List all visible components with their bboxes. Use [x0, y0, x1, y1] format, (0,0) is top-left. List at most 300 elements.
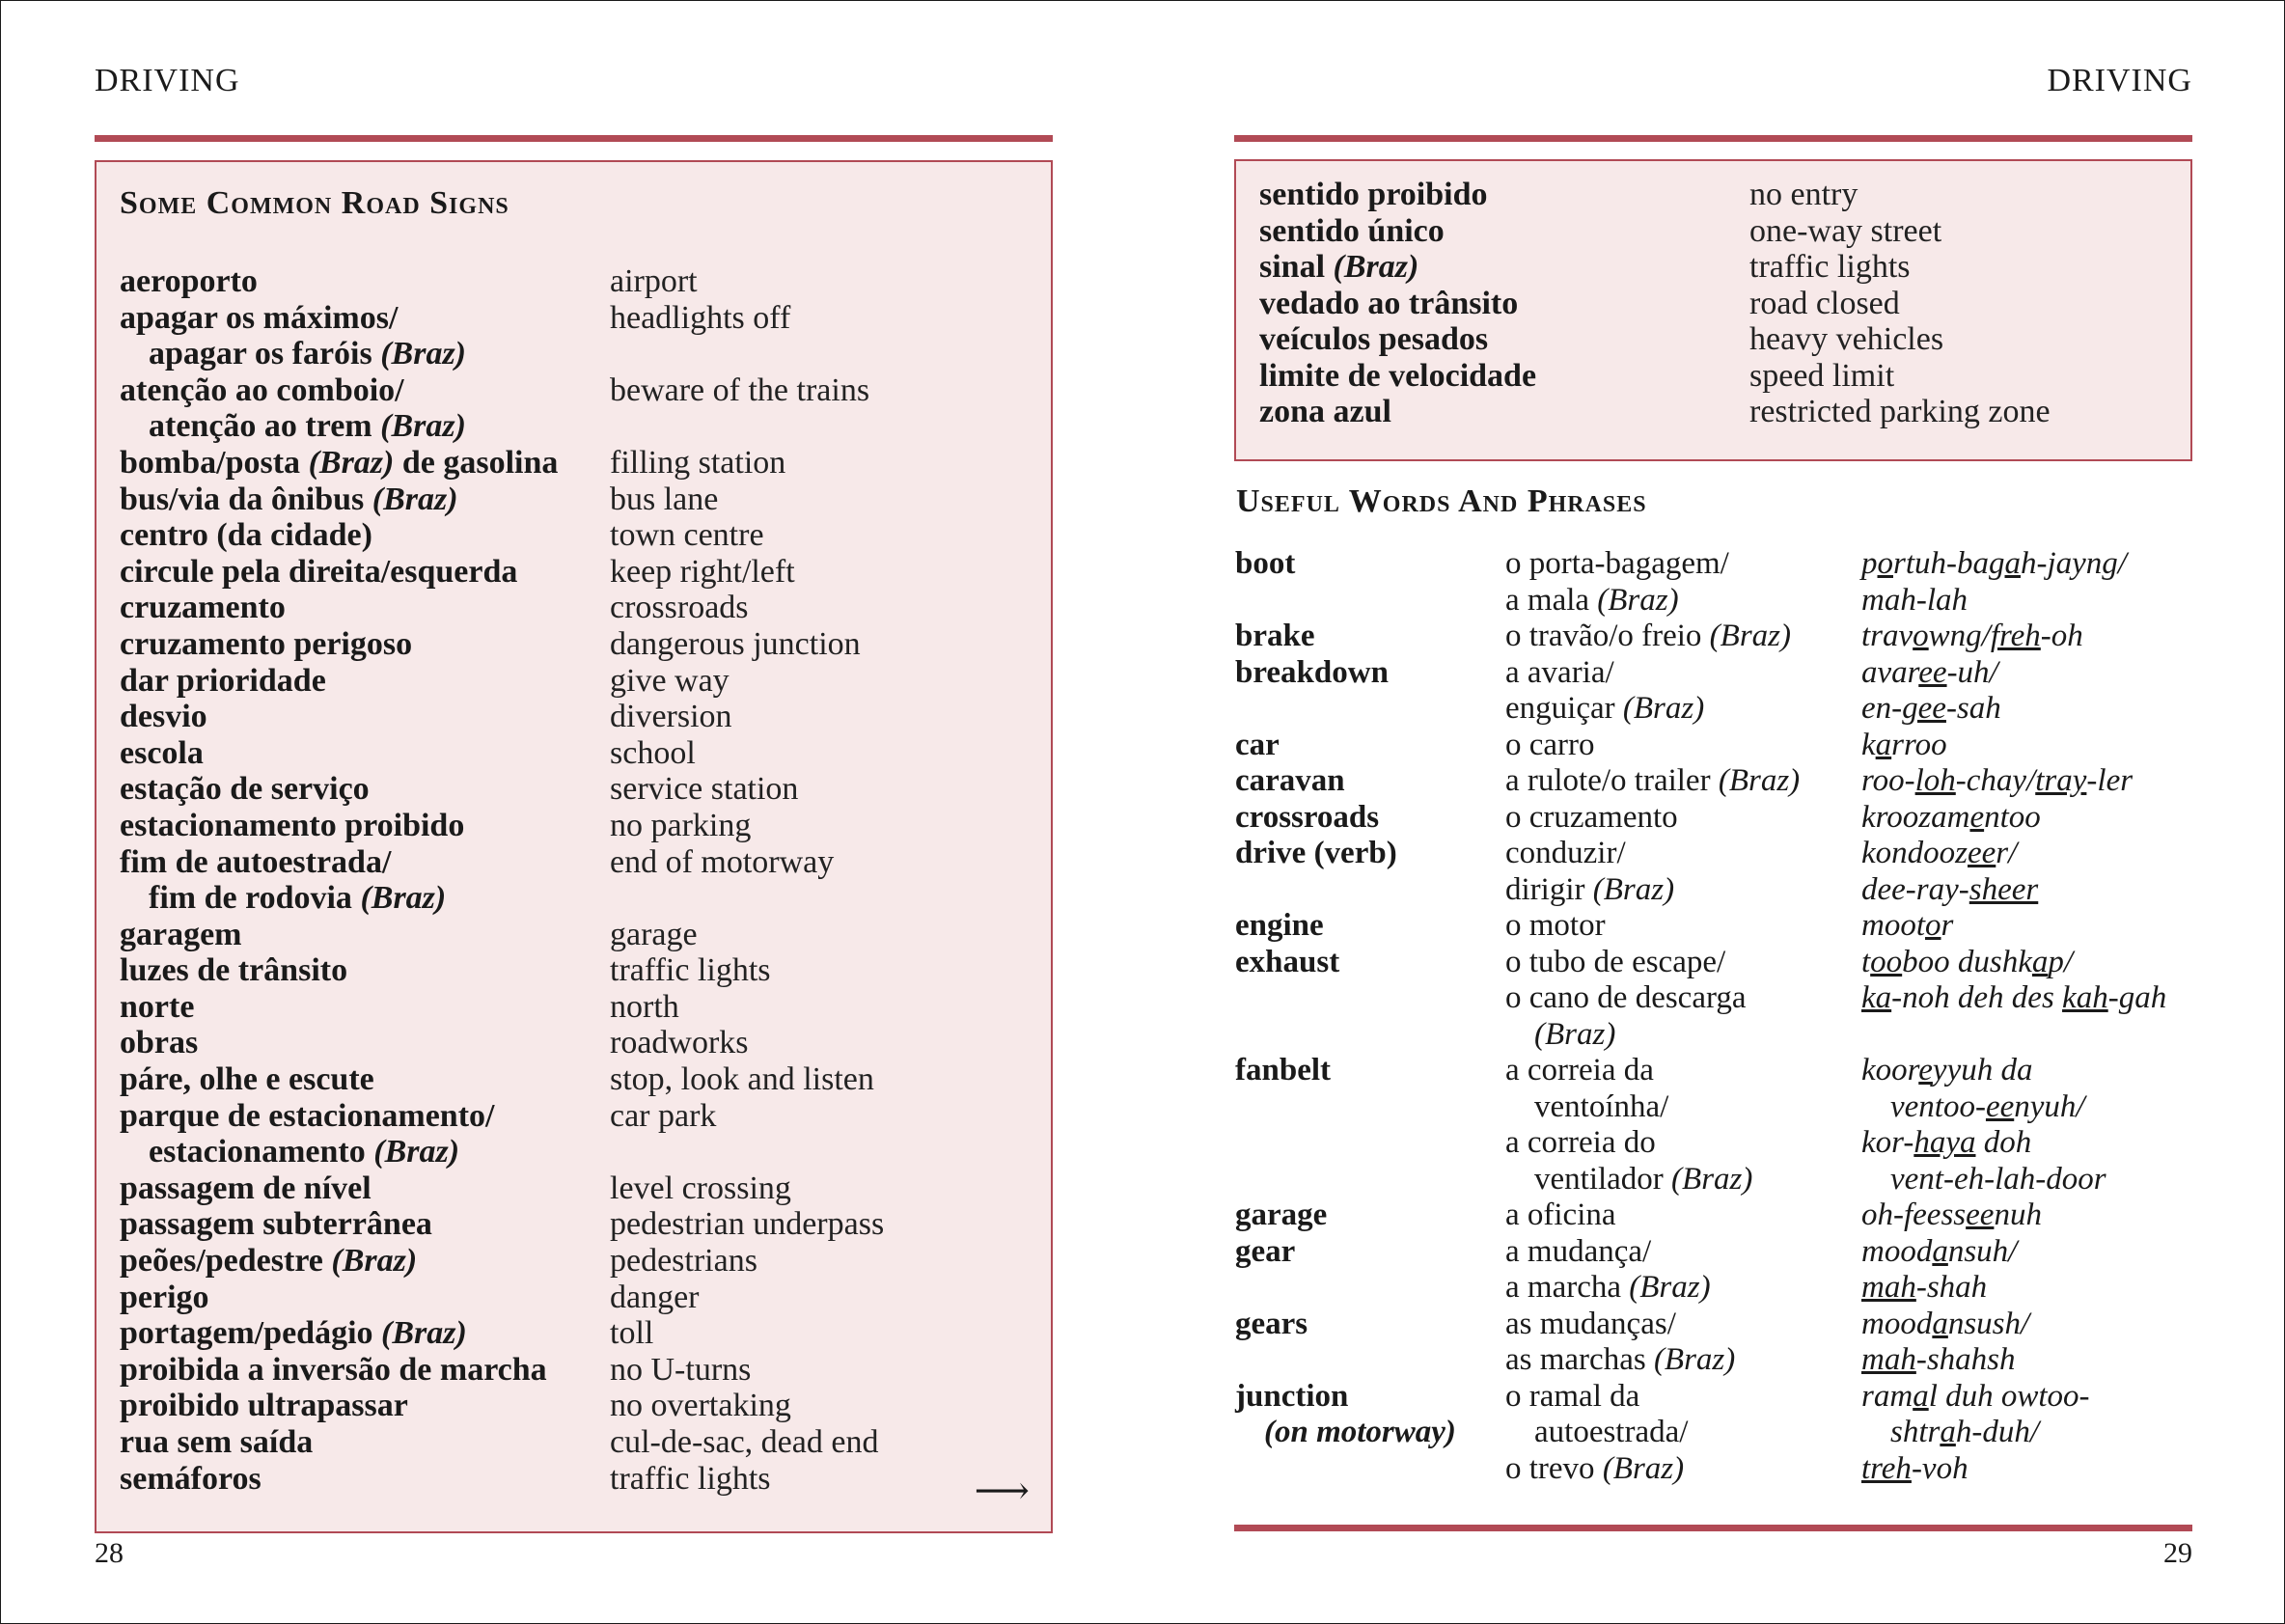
braz-note: (Braz): [360, 880, 447, 917]
text-line: [120, 699, 610, 735]
phrase-row: [1235, 1379, 2192, 1488]
text-line: [1505, 836, 1861, 872]
text-run: gear: [1235, 1233, 1296, 1269]
text-line: [1259, 358, 1749, 395]
english-meaning: traffic lights: [610, 1460, 771, 1497]
sign-row: [120, 1280, 1036, 1316]
english-meaning: diversion: [610, 699, 732, 735]
pronunciation: [1861, 655, 2001, 728]
text-run: centro (da cidade): [120, 517, 372, 554]
text-line: [120, 989, 610, 1026]
text-run: proibido ultrapassar: [120, 1388, 408, 1424]
text-line: [120, 771, 610, 808]
phrase-row: [1235, 800, 2192, 837]
sign-row: [120, 989, 1036, 1026]
text-run: a mudança/: [1505, 1233, 1652, 1269]
portuguese-sign: [120, 263, 610, 300]
text-line: [1861, 728, 1947, 764]
braz-note: (Braz): [1718, 763, 1801, 798]
stressed-syllable: ee: [1918, 654, 1947, 690]
portuguese-sign: [120, 1280, 610, 1316]
sign-row: [120, 952, 1036, 989]
portuguese-sign: [120, 372, 610, 445]
pronunciation: [1861, 908, 1953, 945]
text-line: [120, 300, 610, 337]
text-run: fim de autoestrada/: [120, 843, 392, 880]
portuguese-sign: [120, 1424, 610, 1461]
portuguese-term: [1505, 1307, 1861, 1379]
braz-note: (Braz): [1709, 619, 1791, 653]
text-line: [1505, 1017, 1861, 1054]
text-run: as mudanças/: [1505, 1306, 1676, 1341]
box-heading: Some Common Road Signs: [120, 185, 509, 221]
text-run: as marchas: [1505, 1342, 1654, 1377]
text-line: [120, 735, 610, 772]
english-meaning: no entry: [1749, 177, 1858, 212]
sign-row: [120, 300, 1036, 372]
sign-row: [120, 808, 1036, 844]
text-line: [1861, 1415, 2090, 1451]
text-run: r: [1941, 908, 1954, 943]
text-run: passagem subterrânea: [120, 1206, 432, 1243]
road-signs-box-continued: [1234, 159, 2192, 461]
text-line: [1235, 945, 1505, 981]
english-meaning: stop, look and listen: [610, 1061, 874, 1098]
text-run: drive (verb): [1235, 836, 1397, 870]
english-meaning: no overtaking: [610, 1388, 791, 1424]
bottom-rule: [1234, 1525, 2192, 1531]
text-line: [1505, 691, 1861, 728]
text-run: sentido proibido: [1259, 177, 1488, 212]
stressed-syllable: sheer: [1968, 871, 2039, 907]
braz-note: (Braz): [1671, 1161, 1753, 1197]
phrase-row: [1235, 655, 2192, 728]
english-meaning: north: [610, 988, 679, 1025]
text-run: estacionamento proibido: [120, 807, 465, 843]
portuguese-sign: [1259, 321, 1749, 358]
text-run: kor-: [1861, 1125, 1914, 1160]
text-line: [1505, 908, 1861, 945]
text-line: [1861, 800, 2041, 837]
text-run: o travão/o freio: [1505, 619, 1710, 653]
text-run: cruzamento perigoso: [120, 625, 413, 662]
text-line: [120, 1170, 610, 1207]
text-run: o ramal da: [1505, 1378, 1640, 1414]
text-run: parque de estacionamento/: [120, 1097, 495, 1134]
text-run: atenção ao trem: [149, 408, 381, 445]
stressed-syllable: a: [1875, 727, 1892, 762]
text-run: cruzamento: [120, 590, 286, 626]
text-line: [1259, 249, 1749, 286]
phrase-row: [1235, 763, 2192, 800]
text-run: koor: [1861, 1053, 1919, 1087]
text-run: -uh/: [1946, 654, 1998, 690]
text-line: [1505, 1270, 1861, 1307]
sign-row: [1259, 394, 2176, 430]
text-line: [1505, 1307, 1861, 1343]
text-line: [120, 626, 610, 663]
text-run: semáforos: [120, 1460, 262, 1497]
english-meaning: level crossing: [610, 1170, 791, 1206]
text-line: [1235, 655, 1505, 692]
left-page: [95, 1, 1053, 1623]
english-meaning: traffic lights: [1749, 249, 1911, 285]
portuguese-sign: [120, 1388, 610, 1424]
portuguese-sign: [120, 1315, 610, 1352]
english-term: [1235, 800, 1505, 837]
text-line: [1505, 1415, 1861, 1451]
portuguese-sign: [120, 1098, 610, 1170]
text-line: [1235, 763, 1505, 800]
sign-row: [1259, 321, 2176, 358]
portuguese-sign: [120, 1352, 610, 1389]
portuguese-sign: [1259, 177, 1749, 213]
text-run: crossroads: [1235, 799, 1380, 835]
english-meaning: roadworks: [610, 1025, 749, 1061]
text-line: [1505, 872, 1861, 909]
english-meaning: no U-turns: [610, 1351, 752, 1388]
text-run: estacionamento: [149, 1134, 374, 1170]
text-run: r/: [1996, 836, 2018, 870]
text-run: o trevo: [1505, 1450, 1603, 1486]
stressed-syllable: mah: [1861, 1342, 1916, 1377]
english-meaning: end of motorway: [610, 843, 835, 880]
text-line: [1505, 1451, 1861, 1488]
english-term: [1235, 1234, 1505, 1307]
running-head: DRIVING: [2047, 63, 2192, 98]
stressed-syllable: loh: [1914, 763, 1956, 798]
text-run: passagem de nível: [120, 1170, 372, 1206]
english-term: [1235, 728, 1505, 764]
text-line: [1861, 1379, 2090, 1416]
portuguese-sign: [120, 1025, 610, 1061]
sign-row: [120, 771, 1036, 808]
text-run: dee-ray-: [1861, 871, 1969, 907]
english-term: [1235, 908, 1505, 945]
text-line: [120, 517, 610, 554]
text-line: [1235, 836, 1505, 872]
text-run: ventoínha/: [1534, 1088, 1669, 1124]
portuguese-term: [1505, 908, 1861, 945]
text-line: [1505, 1379, 1861, 1416]
portuguese-sign: [1259, 286, 1749, 322]
phrase-row: [1235, 1197, 2192, 1234]
sign-row: [120, 263, 1036, 300]
text-run: proibida a inversão de marcha: [120, 1351, 547, 1388]
text-run: ventilador: [1534, 1161, 1672, 1197]
text-run: portagem/pedágio: [120, 1315, 382, 1352]
text-run: apagar os faróis: [149, 336, 381, 372]
text-line: [1235, 619, 1505, 655]
sign-row: [120, 1461, 1036, 1498]
text-line: [1235, 1307, 1505, 1343]
text-run: boot: [1235, 546, 1296, 581]
sign-row: [120, 1206, 1036, 1243]
stressed-syllable: ee: [1966, 1197, 1995, 1232]
text-run: de gasolina: [394, 444, 559, 481]
english-term: [1235, 546, 1505, 619]
english-meaning: one-way street: [1749, 212, 1942, 249]
braz-note: (Braz): [331, 1243, 418, 1280]
text-line: [120, 554, 610, 591]
pronunciation: [1861, 800, 2041, 837]
text-line: [120, 808, 610, 844]
text-run: garagem: [120, 916, 242, 952]
english-term: [1235, 1307, 1505, 1379]
text-run: yyuh da: [1932, 1053, 2033, 1087]
text-line: [1235, 1415, 1505, 1451]
text-line: [120, 1352, 610, 1389]
english-meaning: bus lane: [610, 481, 719, 517]
text-run: rtuh-bag: [1893, 546, 2005, 581]
text-run: vent-eh-lah-door: [1890, 1161, 2106, 1197]
text-line: [1505, 1053, 1861, 1089]
text-run: garage: [1235, 1197, 1328, 1232]
pronunciation: [1861, 1053, 2106, 1197]
phrase-row: [1235, 619, 2192, 655]
road-signs-list: [120, 263, 1036, 1497]
text-line: [1505, 546, 1861, 583]
text-run: brake: [1235, 619, 1315, 653]
phrases-table: [1235, 546, 2192, 1487]
braz-note: (Braz): [381, 1315, 467, 1352]
english-term: [1235, 945, 1505, 1054]
text-line: [120, 1243, 610, 1280]
pronunciation: [1861, 763, 2133, 800]
portuguese-term: [1505, 546, 1861, 619]
text-line: [1861, 836, 2038, 872]
text-run: dirigir: [1505, 871, 1593, 907]
text-run: engine: [1235, 908, 1324, 943]
text-line: [120, 663, 610, 700]
text-run: nuh: [1994, 1197, 2042, 1232]
text-run: atenção ao comboio/: [120, 372, 404, 408]
portuguese-sign: [120, 1170, 610, 1207]
text-line: [1505, 619, 1861, 655]
text-line: [120, 372, 610, 409]
text-line: [1259, 394, 1749, 430]
text-line: [120, 263, 610, 300]
sign-row: [1259, 286, 2176, 322]
text-line: [1259, 286, 1749, 322]
text-run: norte: [120, 988, 195, 1025]
text-run: fanbelt: [1235, 1053, 1331, 1087]
sign-row: [120, 917, 1036, 953]
text-line: [120, 1461, 610, 1498]
text-run: perigo: [120, 1279, 209, 1315]
english-term: [1235, 655, 1505, 728]
phrase-row: [1235, 728, 2192, 764]
portuguese-sign: [120, 517, 610, 554]
phrase-row: [1235, 908, 2192, 945]
text-line: [1861, 1451, 2090, 1488]
text-line: [1861, 980, 2166, 1017]
english-meaning: headlights off: [610, 299, 791, 336]
text-run: wng/: [1928, 619, 1991, 653]
text-run: luzes de trânsito: [120, 952, 348, 989]
pronunciation: [1861, 1197, 2042, 1234]
text-line: [1505, 980, 1861, 1017]
text-run: caravan: [1235, 763, 1345, 798]
text-line: [1861, 1162, 2106, 1198]
text-run: páre, olhe e escute: [120, 1061, 374, 1098]
english-meaning: filling station: [610, 444, 786, 481]
portuguese-sign: [120, 300, 610, 372]
portuguese-term: [1505, 1379, 1861, 1488]
text-run: aeroporto: [120, 263, 258, 299]
continue-arrow-icon: ⟶: [974, 1469, 1030, 1512]
sign-row: [120, 844, 1036, 917]
braz-note: (Braz): [1597, 582, 1679, 618]
text-run: -shahsh: [1915, 1342, 2016, 1377]
english-meaning: no parking: [610, 807, 752, 843]
portuguese-sign: [1259, 394, 1749, 430]
text-line: [1861, 583, 2127, 619]
sign-row: [120, 1388, 1036, 1424]
text-run: a correia da: [1505, 1053, 1654, 1087]
text-run: obras: [120, 1025, 199, 1061]
text-run: autoestrada/: [1534, 1415, 1689, 1449]
text-line: [1259, 177, 1749, 213]
text-run: -sah: [1945, 691, 2001, 726]
text-run: -gah: [2107, 980, 2167, 1015]
sign-row: [120, 554, 1036, 591]
text-run: a correia do: [1505, 1125, 1656, 1160]
portuguese-sign: [120, 1206, 610, 1243]
english-meaning: danger: [610, 1279, 700, 1315]
text-run: gears: [1235, 1306, 1308, 1341]
text-line: [1861, 1270, 2017, 1307]
text-run: veículos pesados: [1259, 321, 1489, 357]
stressed-syllable: e: [1918, 1053, 1933, 1087]
text-run: k: [1861, 727, 1876, 762]
sign-row: [1259, 213, 2176, 250]
phrase-row: [1235, 836, 2192, 908]
english-meaning: crossroads: [610, 590, 749, 626]
text-run: a avaria/: [1505, 654, 1614, 690]
sign-row: [120, 590, 1036, 626]
text-line: [1505, 1342, 1861, 1379]
sign-row: [120, 663, 1036, 700]
braz-note: (Braz): [373, 1134, 460, 1170]
portuguese-sign: [1259, 249, 1749, 286]
braz-note: (Braz): [1629, 1270, 1711, 1305]
text-run: desvio: [120, 699, 207, 735]
text-run: -chay/: [1955, 763, 2036, 798]
sign-row: [120, 1352, 1036, 1389]
english-term: [1235, 1379, 1505, 1488]
text-run: sentido único: [1259, 212, 1445, 249]
text-line: [1861, 1307, 2029, 1343]
english-meaning: airport: [610, 263, 698, 299]
text-run: shtr: [1890, 1415, 1941, 1449]
stressed-syllable: treh: [1861, 1450, 1912, 1486]
text-run: -voh: [1911, 1450, 1968, 1486]
text-run: peões/pedestre: [120, 1243, 332, 1280]
text-line: [120, 1206, 610, 1243]
portuguese-term: [1505, 619, 1861, 655]
text-line: [1505, 728, 1861, 764]
text-line: [120, 1388, 610, 1424]
pronunciation: [1861, 546, 2127, 619]
running-head: DRIVING: [95, 63, 240, 98]
sign-row: [120, 372, 1036, 445]
right-page: [1234, 1, 2192, 1623]
text-line: [1861, 1234, 2017, 1271]
stressed-syllable: o: [1877, 546, 1893, 581]
text-line: [1861, 872, 2038, 909]
stressed-syllable: tray: [2035, 763, 2087, 798]
portuguese-term: [1505, 800, 1861, 837]
braz-note: (Braz): [380, 408, 466, 445]
stressed-syllable: a: [2004, 546, 2021, 581]
text-line: [1235, 1197, 1505, 1234]
text-line: [120, 1025, 610, 1061]
portuguese-sign: [120, 844, 610, 917]
text-run: kroozam: [1861, 799, 1970, 835]
portuguese-term: [1505, 1234, 1861, 1307]
text-run: p: [1861, 546, 1878, 581]
portuguese-sign: [120, 989, 610, 1026]
english-meaning: dangerous junction: [610, 625, 861, 662]
text-run: moot: [1861, 908, 1925, 943]
text-line: [120, 1134, 610, 1170]
text-line: [120, 1315, 610, 1352]
text-line: [1235, 1379, 1505, 1416]
text-line: [120, 1424, 610, 1461]
text-line: [1861, 1342, 2029, 1379]
portuguese-sign: [120, 590, 610, 626]
english-meaning: traffic lights: [610, 952, 771, 989]
text-run: o cruzamento: [1505, 799, 1678, 835]
portuguese-term: [1505, 655, 1861, 728]
text-line: [1235, 1053, 1505, 1089]
text-run: o cano de descarga: [1505, 980, 1747, 1015]
english-meaning: give way: [610, 662, 730, 699]
text-run: a oficina: [1505, 1197, 1616, 1232]
text-line: [120, 1098, 610, 1135]
text-line: [1861, 1197, 2042, 1234]
text-run: sinal: [1259, 249, 1334, 285]
text-line: [1259, 321, 1749, 358]
english-meaning: car park: [610, 1097, 717, 1134]
braz-note: (Braz): [380, 336, 467, 372]
text-line: [1505, 800, 1861, 837]
text-run: doh: [1975, 1125, 2032, 1160]
english-meaning: cul-de-sac, dead end: [610, 1424, 879, 1460]
text-line: [120, 590, 610, 626]
text-run: apagar os máximos/: [120, 299, 399, 336]
text-run: nsuh/: [1947, 1233, 2018, 1269]
text-line: [1861, 908, 1953, 945]
text-run: dar prioridade: [120, 662, 326, 699]
text-line: [1505, 1162, 1861, 1198]
text-run: ntoo: [1984, 799, 2041, 835]
english-meaning: toll: [610, 1315, 654, 1352]
text-line: [1861, 1125, 2106, 1162]
portuguese-sign: [120, 808, 610, 844]
pronunciation: [1861, 1234, 2017, 1307]
text-line: [1505, 1234, 1861, 1271]
portuguese-sign: [1259, 358, 1749, 395]
text-run: fim de rodovia: [149, 880, 361, 917]
english-meaning: garage: [610, 916, 698, 952]
text-run: trav: [1861, 619, 1913, 653]
portuguese-term: [1505, 945, 1861, 1054]
portuguese-term: [1505, 763, 1861, 800]
stressed-syllable: haya: [1913, 1125, 1976, 1160]
portuguese-sign: [120, 663, 610, 700]
